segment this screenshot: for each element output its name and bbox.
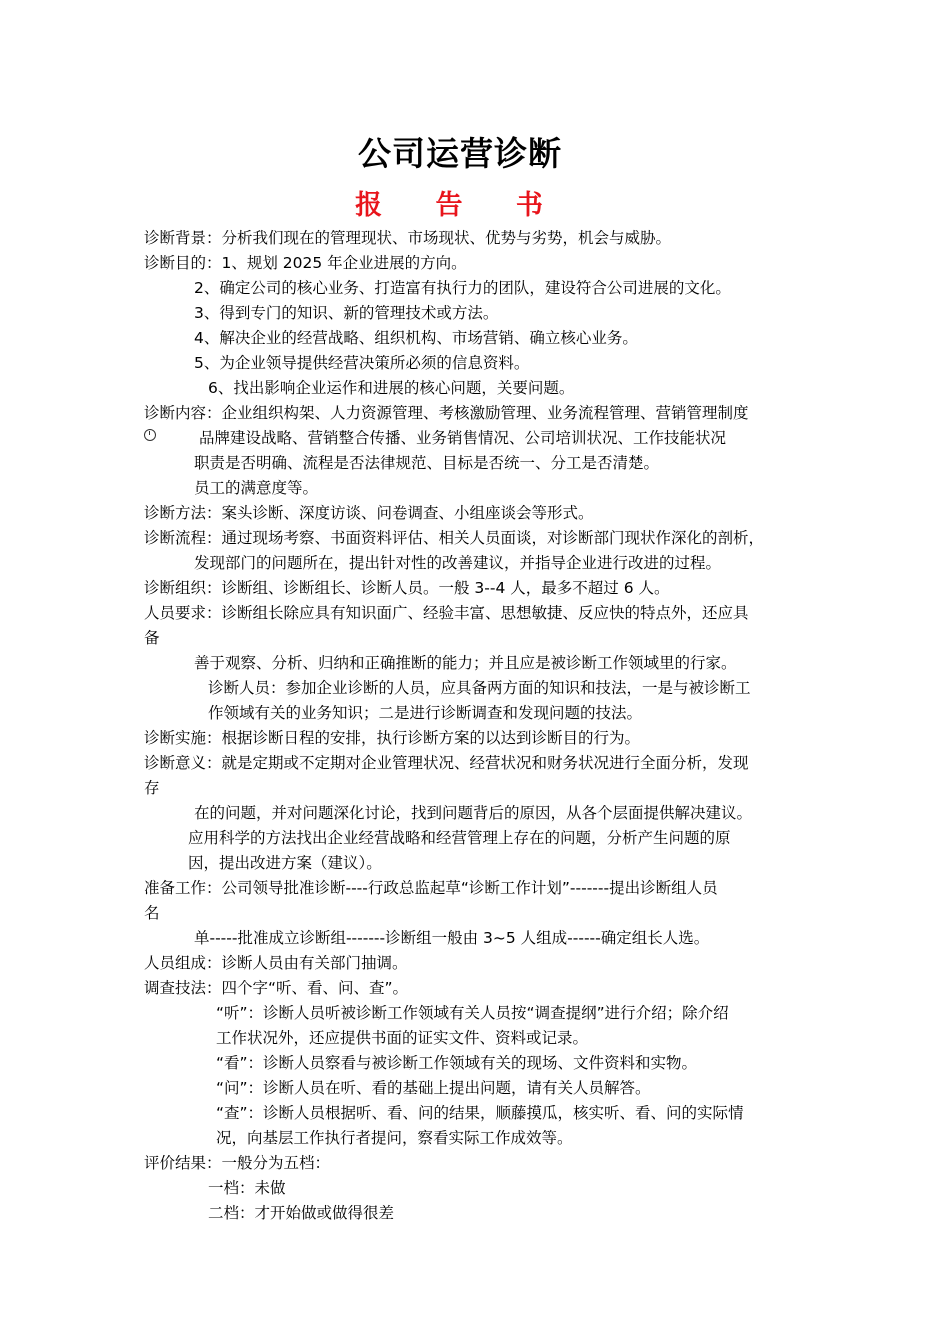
text-line: 诊断流程：通过现场考察、书面资料评估、相关人员面谈，对诊断部门现状作深化的剖析， <box>144 529 765 547</box>
text-line: 二档：才开始做或做得很差 <box>208 1204 395 1222</box>
text-line: 4、解决企业的经营战略、组织机构、市场营销、确立核心业务。 <box>194 329 638 347</box>
text-line: “查”：诊断人员根据听、看、问的结果，顺藤摸瓜，核实听、看、问的实际情 <box>216 1104 744 1122</box>
text-line: “看”：诊断人员察看与被诊断工作领域有关的现场、文件资料和实物。 <box>216 1054 698 1072</box>
text-line: 名 <box>144 904 160 922</box>
text-line: 职责是否明确、流程是否法律规范、目标是否统一、分工是否清楚。 <box>194 454 660 472</box>
text-line: 品牌建设战略、营销整合传播、业务销售情况、公司培训状况、工作技能状况 <box>199 429 727 447</box>
text-line: 诊断方法：案头诊断、深度访谈、问卷调查、小组座谈会等形式。 <box>144 504 594 522</box>
text-line: 工作状况外，还应提供书面的证实文件、资料或记录。 <box>216 1029 589 1047</box>
text-line: 单-----批准成立诊断组-------诊断组一般由 3~5 人组成------确定组长人选。 <box>194 929 710 947</box>
text-line: 2、确定公司的核心业务、打造富有执行力的团队，建设符合公司进展的文化。 <box>194 279 731 297</box>
text-line: 人员要求：诊断组长除应具有知识面广、经验丰富、思想敏捷、反应快的特点外，还应具 <box>144 604 749 622</box>
text-line: 准备工作：公司领导批准诊断----行政总监起草“诊断工作计划”-------提出诊断组人员 <box>144 879 718 897</box>
text-line: 诊断目的：1、规划 2025 年企业进展的方向。 <box>144 254 467 272</box>
text-line: 存 <box>144 779 160 797</box>
text-line: 评价结果：一般分为五档： <box>144 1154 331 1172</box>
text-line: 况，向基层工作执行者提问，察看实际工作成效等。 <box>216 1129 573 1147</box>
text-line: 6、找出影响企业运作和进展的核心问题，关要问题。 <box>208 379 575 397</box>
text-line: 诊断意义：就是定期或不定期对企业管理状况、经营状况和财务状况进行全面分析，发现 <box>144 754 749 772</box>
text-line: 应用科学的方法找出企业经营战略和经营管理上存在的问题，分析产生问题的原 <box>188 829 731 847</box>
text-line: 备 <box>144 629 160 647</box>
text-line: 善于观察、分析、归纳和正确推断的能力；并且应是被诊断工作领域里的行家。 <box>194 654 737 672</box>
text-line: 人员组成：诊断人员由有关部门抽调。 <box>144 954 408 972</box>
text-line: 调查技法：四个字“听、看、问、查”。 <box>144 979 409 997</box>
clock-icon <box>144 429 156 441</box>
document-title: 公司运营诊断 <box>358 134 562 173</box>
document-subtitle: 报 告 书 <box>355 190 565 221</box>
text-line: 诊断实施：根据诊断日程的安排，执行诊断方案的以达到诊断目的行为。 <box>144 729 641 747</box>
text-line: 诊断背景：分析我们现在的管理现状、市场现状、优势与劣势，机会与威胁。 <box>144 229 672 247</box>
text-line: 在的问题，并对问题深化讨论，找到问题背后的原因，从各个层面提供解决建议。 <box>194 804 753 822</box>
text-line: 诊断人员：参加企业诊断的人员，应具备两方面的知识和技法，一是与被诊断工 <box>208 679 751 697</box>
text-line: 诊断组织：诊断组、诊断组长、诊断人员。一般 3--4 人，最多不超过 6 人。 <box>144 579 670 597</box>
text-line: “问”：诊断人员在听、看的基础上提出问题，请有关人员解答。 <box>216 1079 651 1097</box>
text-line: “听”：诊断人员听被诊断工作领域有关人员按“调查提纲”进行介绍；除介绍 <box>216 1004 729 1022</box>
text-line: 发现部门的问题所在，提出针对性的改善建议，并指导企业进行改进的过程。 <box>194 554 722 572</box>
text-line: 因，提出改进方案（建议）。 <box>188 854 382 872</box>
text-line: 员工的满意度等。 <box>194 479 319 497</box>
text-line: 5、为企业领导提供经营决策所必须的信息资料。 <box>194 354 530 372</box>
text-line: 作领域有关的业务知识；二是进行诊断调查和发现问题的技法。 <box>208 704 643 722</box>
text-line: 一档：未做 <box>208 1179 286 1197</box>
text-line: 诊断内容：企业组织构架、人力资源管理、考核激励管理、业务流程管理、营销管理制度 <box>144 404 749 422</box>
text-line: 3、得到专门的知识、新的管理技术或方法。 <box>194 304 499 322</box>
